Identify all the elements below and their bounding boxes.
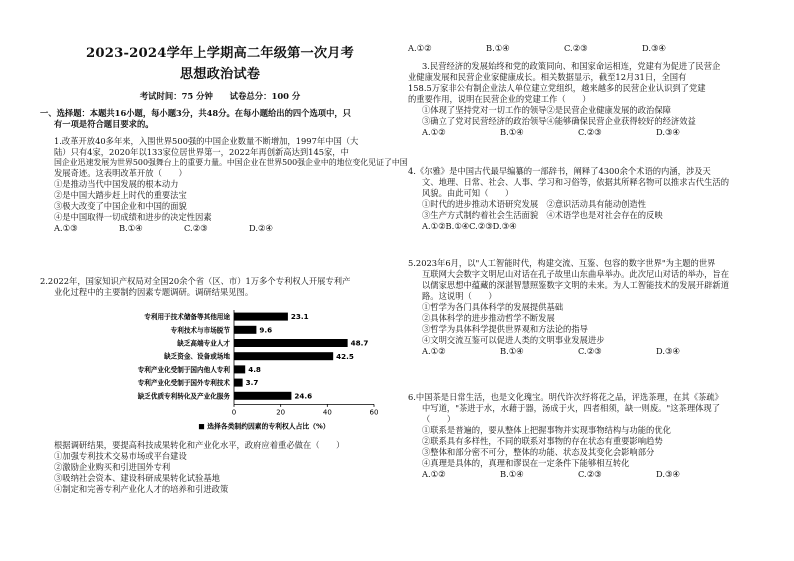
- option-statement: ③哲学为具体科学提供世界观和方法论的指导: [422, 323, 588, 334]
- data-label: 23.1: [290, 312, 309, 322]
- option-statement: ①时代的进步推动术语研究发展 ②意识活动具有能动创造性: [422, 198, 647, 209]
- category-label: 专利用于技术储备等其他用途: [144, 313, 230, 322]
- option-statement: ④文明交流互鉴可以促进人类的文明事业发展进步: [422, 334, 605, 345]
- x-tick-label: 20: [276, 408, 286, 417]
- answer-choices: [40, 223, 408, 234]
- chart-legend: ■ 选择各类制约因素的专利权人占比（%）: [198, 422, 330, 431]
- bar: [234, 352, 333, 360]
- x-tick-label: 60: [369, 408, 378, 417]
- choice-a: A.①②: [422, 345, 446, 356]
- option-statement: ④是中国取得一切成绩和进步的决定性因素: [54, 212, 212, 223]
- question-text: 2.2022年，国家知识产权局对全国20余个省（区、市）1万多个专利权人开展专利产: [40, 276, 351, 286]
- option-statement: ③确立了党对民营经济的政治领导④能够确保民营企业获得较好的经济效益: [422, 115, 696, 126]
- answer-choices: A.①②B.①④C.②③D.③④: [422, 220, 517, 231]
- option-statement: ③整体和部分密不可分，整体的功能、状态及其变化会影响部分: [422, 446, 655, 457]
- question-text: 中写道，"茶进于水，水藉于器，汤成于火，四者相须，缺一则废。"这茶理体现了: [422, 402, 721, 413]
- choice-c: C.②③: [578, 345, 602, 356]
- exam-subtitle: 思想政治试卷: [179, 67, 261, 82]
- question-6: [408, 392, 734, 480]
- question-5: [408, 258, 734, 356]
- data-label: 48.7: [350, 338, 369, 348]
- answer-choices: [408, 346, 734, 357]
- question-text: 陆）只有4家，2020年以133家位居世界第一，2022年再创新高达到145家，中: [54, 146, 349, 157]
- option-statement: ①联系是普遍的，要从整体上把握事物并实现事物结构与功能的优化: [422, 424, 671, 435]
- option-statement: ①是推动当代中国发展的根本动力: [54, 179, 179, 190]
- question-text: 6.中国茶是日常生活，也是文化瑰宝。明代许次纾将花之品，评选茶理，在其《茶疏》: [408, 392, 723, 402]
- choice-b: B.①④: [486, 43, 510, 53]
- choice-d: D.②④: [249, 222, 273, 233]
- data-label: 3.7: [245, 378, 259, 388]
- choice-d: D.③④: [656, 126, 680, 137]
- prev-question-choices: [408, 43, 720, 54]
- option-statement: ③极大改变了中国企业和中国的面貌: [54, 201, 187, 212]
- choice-a: A.①②: [422, 468, 446, 479]
- question-3: [408, 61, 734, 138]
- question-text: 3.民营经济的发展始终和党的政策同向、和国家命运相连，党建有为促进了民营企: [422, 61, 721, 71]
- question-text: 根据调研结果，要提高科技成果转化和产业化水平，政府应着重必做在（ ）: [54, 440, 345, 450]
- bar: [234, 365, 245, 373]
- question-text: 158.5万家非公有制企业法人单位建立党组织，越来越多的民营企业认识到了党建: [408, 82, 706, 93]
- option-statement: ②激励企业购买和引进国外专利: [54, 461, 171, 472]
- question-text: 1.改革开放40多年来，入围世界500强的中国企业数量不断增加，1997年中国（大: [54, 136, 359, 146]
- question-text: 业健康发展和民营企业家健康成长。相关数据显示，截至12月31日，全国有: [408, 71, 687, 82]
- category-label: 缺乏资金、设备或场地: [164, 352, 230, 361]
- category-label: 专利产业化受制于国内他人专利: [137, 365, 230, 374]
- section-1-instructions: [40, 108, 351, 130]
- data-label: 9.6: [259, 325, 273, 335]
- category-label: 专利技术与市场脱节: [170, 326, 230, 335]
- choice-d: D.③④: [642, 43, 666, 53]
- question-2: [40, 276, 350, 298]
- choice-a: A.①②: [408, 43, 432, 53]
- data-label: 24.6: [294, 391, 313, 401]
- question-text: 的重要作用，说明在民营企业的党建工作（ ）: [408, 93, 591, 104]
- answer-choices: [408, 43, 720, 54]
- choice-c: C.②③: [564, 43, 588, 53]
- option-statement: ④真理是具体的，真理和谬误在一定条件下能够相互转化: [422, 457, 630, 468]
- choice-d: D.③④: [656, 468, 680, 479]
- option-statement: ②具体科学的进步推动哲学不断发展: [422, 312, 555, 323]
- question-text: 路。这说明（ ）: [422, 290, 497, 301]
- exam-title: 2023-2024学年上学期高二年级第一次月考: [85, 46, 355, 61]
- option-statement: ③吸纳社会资本、建设科研成果转化试验基地: [54, 472, 220, 483]
- option-statement: ①体现了坚持党对一切工作的领导②是民营企业健康发展的政治保障: [422, 104, 671, 115]
- section-1-line: 有一项是符合题目要求的。: [54, 118, 154, 129]
- option-statement: ②联系具有多样性，不同的联系对事物的存在状态有重要影响趋势: [422, 435, 663, 446]
- answer-choices: [408, 469, 734, 480]
- section-1-line: 一、选择题：本题共16小题，每小题3分，共48分。在每小题给出的四个选项中，只: [40, 108, 351, 118]
- question-text: 发展奇迹。这表明改革开放（ ）: [54, 168, 187, 179]
- option-statement: ④制定和完善专利产业化人才的培养和引进政策: [54, 483, 229, 494]
- bar: [234, 379, 243, 387]
- x-tick-label: 0: [231, 408, 237, 417]
- choice-b: B.①④: [500, 468, 524, 479]
- data-label: 4.8: [248, 365, 261, 374]
- question-text: 风貌。由此可知（ ）: [422, 187, 514, 198]
- choice-b: B.①④: [500, 345, 524, 356]
- question-text: 国企业迅速发展为世界500强舞台上的重要力量。中国企业在世界500强企业中的地位变化见证了中国: [54, 157, 408, 167]
- category-label: 专利产业化受制于国外专利技术: [137, 379, 230, 388]
- exam-meta: 考试时间：75 分钟 试卷总分：100 分: [139, 91, 301, 101]
- choice-a: A.①③: [54, 222, 78, 233]
- choice-b: B.①④: [500, 126, 524, 137]
- choice-c: C.②③: [184, 222, 208, 233]
- bar: [234, 339, 348, 347]
- bar: [234, 392, 291, 400]
- question-text: 互联网大会数字文明尼山对话在孔子故里山东曲阜举办。此次尼山对话的举办，旨在: [422, 268, 729, 279]
- category-label: 缺乏优质专利转化及产业化服务: [137, 392, 230, 401]
- question-2-tail: [40, 440, 344, 495]
- bar: [234, 326, 256, 334]
- choice-c: C.②③: [578, 126, 602, 137]
- category-label: 缺乏高端专业人才: [177, 339, 230, 348]
- choice-a: A.①②: [422, 126, 446, 137]
- choice-d: D.③④: [656, 345, 680, 356]
- constraint-factors-bar-chart: [48, 308, 378, 438]
- answer-choices: [408, 127, 734, 138]
- option-statement: ①哲学为各门具体科学的发展提供基础: [422, 301, 564, 312]
- question-text: 以儒家思想中蕴藏的深湛智慧照鉴数字文明的未来。为人工智能技术的发展开辟新道: [422, 279, 729, 290]
- question-text: 业化过程中的主要制约因素专题调研。调研结果见图。: [54, 286, 254, 297]
- x-tick-label: 40: [322, 408, 332, 417]
- data-label: 42.5: [336, 351, 354, 361]
- choice-c: C.②③: [578, 468, 602, 479]
- choice-b: B.①④: [119, 222, 143, 233]
- question-text: （ ）: [422, 413, 456, 424]
- question-text: 5.2023年6月，以"人工智能时代，构建交流、互鉴、包容的数字世界"为主题的世界: [408, 258, 716, 268]
- question-text: 文、地理、日常、社会、人事、学习和习俗等，依据其所释名物可以推求古代生活的: [422, 176, 729, 187]
- option-statement: ③生产方式制约着社会生活面貌 ④术语学也是对社会存在的反映: [422, 209, 663, 220]
- option-statement: ②是中国大踏步赶上时代的重要法宝: [54, 190, 187, 201]
- bar: [234, 313, 288, 321]
- option-statement: ①加强专利技术交易市场或平台建设: [54, 450, 187, 461]
- question-text: 4.《尔雅》是中国古代最早编纂的一部辞书，阐释了4300余个术语的内涵，涉及天: [408, 166, 711, 176]
- question-4: [408, 166, 729, 232]
- question-1: [40, 136, 408, 234]
